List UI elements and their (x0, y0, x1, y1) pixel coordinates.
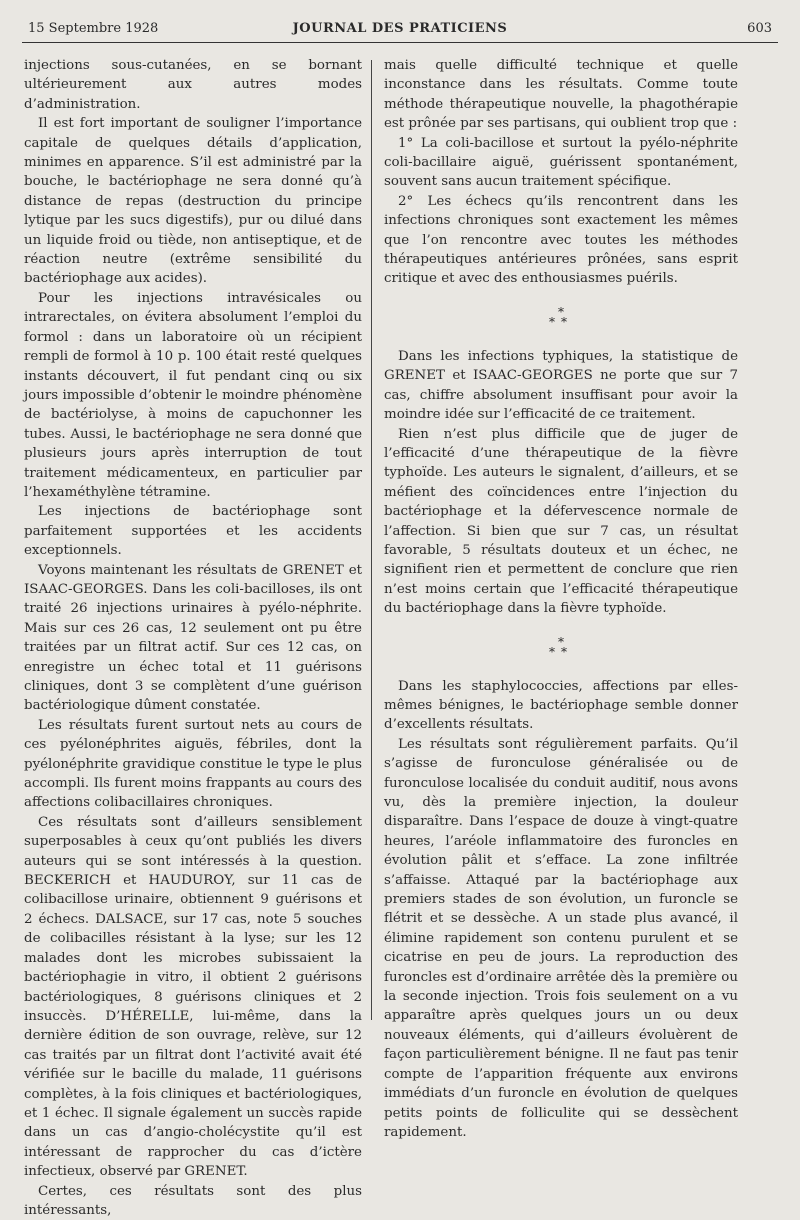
paragraph: mais quelle difficulté technique et quelle inconstance dans les résultats. Comme toute méthode thérapeutique nouvelle, la phagothérapie est prônée par ses partisans, qui oublient trop que : (384, 58, 738, 132)
separator-star: * (549, 644, 561, 659)
left-column (24, 56, 362, 1220)
section-separator (384, 304, 738, 329)
page-header (22, 18, 778, 43)
paragraph: Rien n’est plus difficile que de juger de l’efficacité d’une thérapeutique de la fièvre typhoïde. Les auteurs le signalent, d’ailleurs, et se méfient des coïncidences entre l’injection du bactériophage et la défervescence normale de l’affection. Si bien que sur 7 cas, un résultat favorable, 5 résultats douteux et un échec, ne signifient rien et permettent de conclure que rien n’est moins certain que l’efficacité thérapeutique du bactériophage dans la fièvre typhoïde. (384, 426, 738, 617)
paragraph: Il est fort important de souligner l’importance capitale de quelques détails d’application, minimes en apparence. S’il est administré par la bouche, le bactériophage ne sera donné qu’à distance de repas (destruction du principe lytique par les sucs digestifs), pur ou dilué dans un liquide froid ou tiède, non antiseptique, et de réaction neutre (extrême sensibilité du bactériophage aux acides). (24, 116, 362, 287)
page-number: 603 (747, 21, 772, 36)
separator-star: * (561, 644, 573, 659)
paragraph: Pour les injections intravésicales ou intrarectales, on évitera absolument l’emploi du formol : dans un laboratoire où un récipient rempli de formol à 10 p. 100 était resté quelques instants découvert, il fut pendant cinq ou six jours impossible d’obtenir le moindre phénomène de bactériolyse, à moins de capuchonner les tubes. Aussi, le bactériophage ne sera donné que plusieurs jours après interruption de tout traitement médicamenteux, en particulier par l’hexaméthylène tétramine. (24, 290, 362, 500)
right-column (384, 56, 738, 1142)
header-date: 15 Septembre 1928 (28, 21, 159, 36)
section-separator (384, 634, 738, 659)
paragraph: 1° La coli-bacillose et surtout la pyélo-néphrite coli-bacillaire aiguë, guérissent spontanément, souvent sans aucun traitement spécifique. (384, 135, 738, 190)
paragraph: Dans les staphylococcies, affections par elles-mêmes bénignes, le bactériophage semble donner d’excellents résultats. (384, 678, 738, 733)
separator-star: * (561, 314, 573, 329)
paragraph: Les injections de bactériophage sont parfaitement supportées et les accidents exceptionnels. (24, 504, 362, 559)
column-divider (371, 60, 372, 1020)
paragraph: Les résultats sont régulièrement parfaits. Qu’il s’agisse de furonculose généralisée ou de furonculose localisée du conduit auditif, nous avons vu, dès la première injection, la douleur disparaître. Dans l’espace de douze à vingt-quatre heures, l’aréole inflammatoire des furoncles en évolution pâlit et s’efface. La zone infiltrée s’affaisse. Attaqué par la bactériophage aux premiers stades de son évolution, un furoncle se flétrit et se dessèche. A un stade plus avancé, il élimine rapidement son contenu purulent et se cicatrise en peu de jours. La reproduction des furoncles est d’ordinaire arrêtée dès la première ou la seconde injection. Trois fois seulement on a vu apparaître après quelques jours un ou deux nouveaux éléments, qui d’ailleurs évoluèrent de façon particulièrement bénigne. Il ne faut pas tenir compte de l’apparition fréquente aux environs immédiats d’un furoncle en évolution de quelques petits points de folliculite qui se dessèchent rapidement. (384, 736, 738, 1140)
separator-star: * (558, 634, 564, 649)
paragraph: Certes, ces résultats sont des plus intéressants, (24, 1183, 362, 1218)
paragraph: Les résultats furent surtout nets au cours de ces pyélonéphrites aiguës, fébriles, dont la pyélonéphrite gravidique constitue le type le plus accompli. Ils furent moins frappants au cours des affections colibacillaires chroniques. (24, 717, 362, 811)
paragraph: injections sous-cutanées, en se bornant ultérieurement aux autres modes d’administration. (24, 58, 362, 112)
paragraph: Voyons maintenant les résultats de GRENET et ISAAC-GEORGES. Dans les coli-bacilloses, ils ont traité 26 injections urinaires à pyélo-néphrite. Mais sur ces 26 cas, 12 seulement ont pu être traitées par un filtrat actif. Sur ces 12 cas, on enregistre un échec total et 11 guérisons cliniques, dont 3 se complètent d’une guérison bactériologique dûment constatée. (24, 562, 362, 714)
paragraph: Dans les infections typhiques, la statistique de GRENET et ISAAC-GEORGES ne porte que sur 7 cas, chiffre absolument insuffisant pour avoir la moindre idée sur l’efficacité de ce traitement. (384, 348, 738, 423)
journal-title: JOURNAL DES PRATICIENS (292, 21, 508, 36)
paragraph: 2° Les échecs qu’ils rencontrent dans les infections chroniques sont exactement les mêmes que l’on rencontre avec toutes les méthodes thérapeutiques antérieures prônées, sans esprit critique et avec des enthousiasmes puérils. (384, 193, 738, 287)
separator-star: * (549, 314, 561, 329)
separator-star: * (558, 304, 564, 319)
paragraph: Ces résultats sont d’ailleurs sensiblement superposables à ceux qu’ont publiés les divers auteurs qui se sont intéressés à la question. BECKERICH et HAUDUROY, sur 11 cas de colibacillose urinaire, obtiennent 9 guérisons et 2 échecs. DALSACE, sur 17 cas, note 5 souches de colibacilles résistant à la lyse; sur les 12 malades dont les microbes subissaient la bactériophagie in vitro, il obtient 2 guérisons bactériologiques, 8 guérisons cliniques et 2 insuccès. D’HÉRELLE, lui-même, dans la dernière édition de son ouvrage, relève, sur 12 cas traités par un filtrat dont l’activité avait été vérifiée sur le bacille du malade, 11 guérisons complètes, à la fois cliniques et bactériologiques, et 1 échec. Il signale également un succès rapide dans un cas d’angio-cholécystite qu’il est intéressant de rapprocher du cas d’ictère infectieux, observé par GRENET. (24, 814, 362, 1180)
